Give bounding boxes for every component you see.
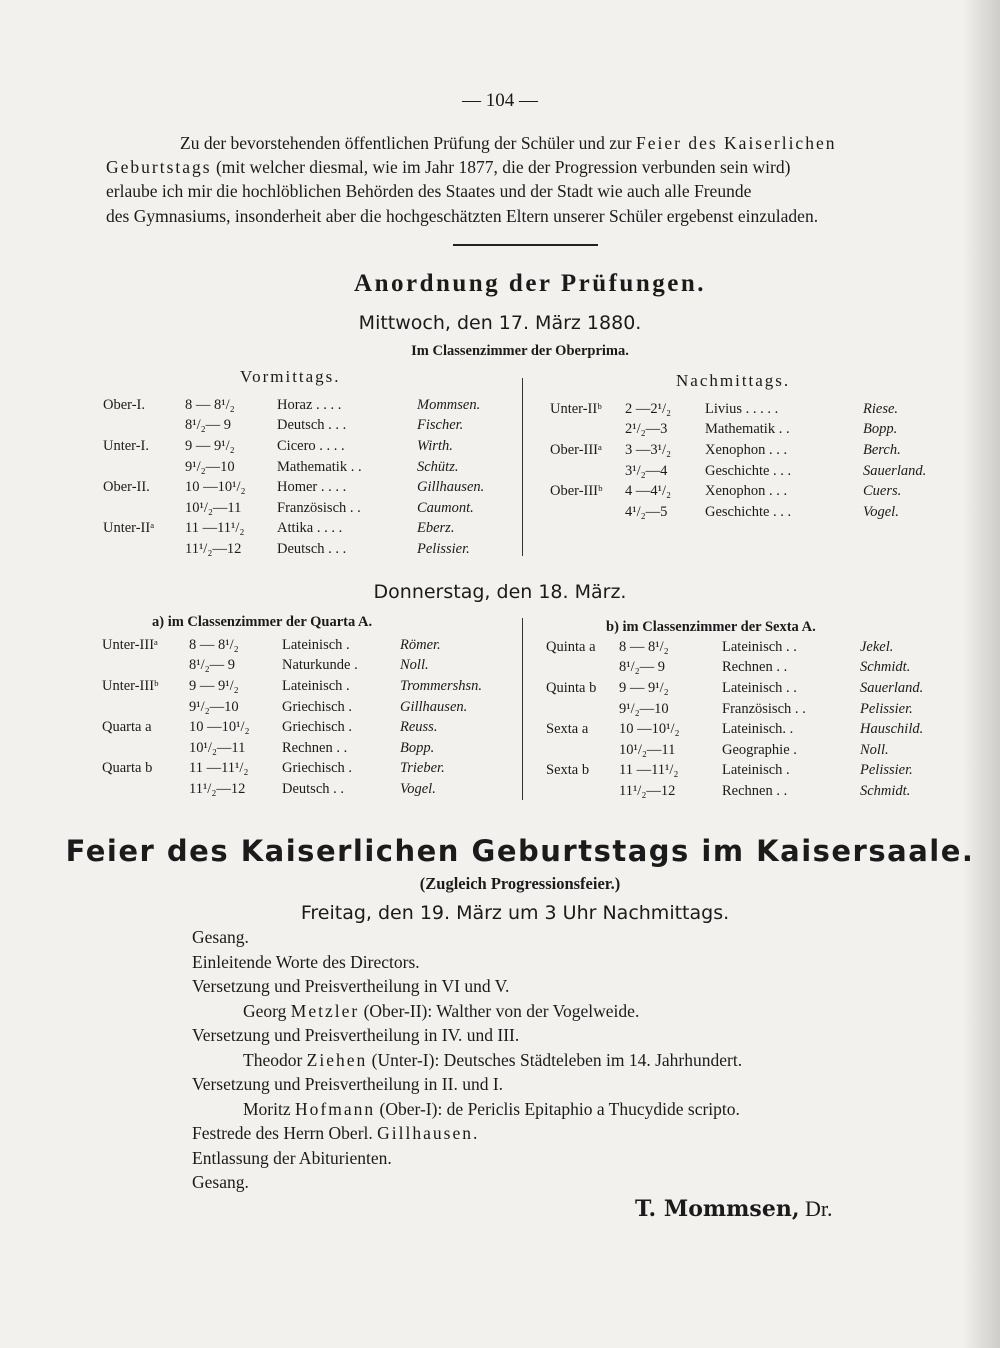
program-item-post: (Ober-I): de Periclis Epitaphio a Thucydide scripto. [375, 1099, 740, 1119]
sexta-cls [546, 699, 619, 720]
page-number: — 104 — [462, 90, 538, 111]
nachmittags-time: 3¹/₂—4 [625, 462, 668, 479]
sexta-teacher: Hauschild. [860, 721, 924, 738]
program-item [243, 1099, 740, 1120]
vormittags-label: Vormittags. [240, 367, 341, 386]
nachmittags-table [550, 399, 948, 523]
program-item-spaced: Ziehen [306, 1050, 368, 1070]
quarta-teacher: Vogel. [400, 780, 436, 797]
sexta-teacher: Sauerland. [860, 679, 924, 696]
sexta-subject: Französisch . . [722, 700, 806, 717]
sexta-subject: Rechnen . . [722, 659, 788, 676]
quarta-time: 10 —10¹/₂ [189, 719, 250, 736]
quarta-time: 10¹/₂—11 [189, 739, 246, 756]
nachmittags-row [550, 481, 948, 502]
nachmittags-subject: Geschichte . . . [705, 503, 792, 520]
day1-room: Im Classenzimmer der Oberprima. [411, 343, 629, 359]
program-item-pre: Georg [243, 1001, 291, 1021]
intro-line-3: erlaube ich mir die hochlöblichen Behörden des Staates und der Stadt wie auch alle Freunde [106, 181, 752, 201]
nachmittags-subject: Mathematik . . [705, 421, 790, 438]
day1-heading: Mittwoch, den 17. März 1880. [358, 312, 642, 334]
nachmittags-cls [550, 420, 625, 441]
program-item [192, 1172, 249, 1193]
vormittags-time: 9¹/₂—10 [185, 458, 235, 475]
sexta-cls [546, 781, 619, 802]
quarta-teacher: Bopp. [400, 739, 435, 756]
program-item-pre: Entlassung der Abiturienten. [192, 1148, 392, 1168]
signature-name: T. Mommsen, [635, 1196, 800, 1222]
sexta-row [546, 678, 950, 699]
quarta-subject: Lateinisch . [282, 636, 350, 653]
program-item-spaced: Metzler [290, 1001, 360, 1021]
exam-schedule-heading: Anordnung der Prüfungen. [354, 270, 706, 297]
quarta-teacher: Noll. [400, 657, 429, 674]
vormittags-subject: Deutsch . . . [277, 540, 347, 557]
signature [635, 1196, 832, 1222]
program-item [192, 1123, 479, 1144]
vormittags-time: 10 —10¹/₂ [185, 479, 246, 496]
quarta-cls: Quarta b [102, 760, 153, 777]
vormittags-cls [103, 539, 185, 560]
sexta-cls: Sexta b [546, 762, 590, 779]
nachmittags-teacher: Bopp. [863, 421, 898, 438]
vormittags-time: 11 —11¹/₂ [185, 520, 245, 537]
vormittags-row [103, 519, 527, 540]
sexta-heading: b) im Classenzimmer der Sexta A. [606, 619, 816, 635]
nachmittags-cls: Unter-IIᵇ [550, 400, 602, 417]
program-item [192, 976, 509, 997]
vormittags-teacher: Gillhausen. [417, 479, 485, 496]
quarta-subject: Naturkunde . [282, 657, 358, 674]
vormittags-teacher: Schütz. [417, 458, 459, 475]
program-item-spaced: Hofmann [295, 1099, 376, 1119]
quarta-teacher: Trommershsn. [400, 677, 483, 694]
sexta-teacher: Noll. [860, 741, 889, 758]
vormittags-row [103, 436, 527, 457]
quarta-cls: Quarta a [102, 719, 152, 736]
quarta-teacher: Römer. [400, 636, 441, 653]
feier-title: Feier des Kaiserlichen Geburtstags im Kaisersaale. [65, 834, 975, 868]
sexta-cls [546, 740, 619, 761]
vormittags-subject: Horaz . . . . [277, 396, 342, 413]
quarta-row [102, 676, 510, 697]
program-item-pre: Versetzung und Preisvertheilung in II. und I. [192, 1074, 504, 1094]
sexta-row [546, 740, 950, 761]
sexta-subject: Lateinisch . . [722, 638, 797, 655]
vormittags-cls: Unter-I. [103, 437, 150, 454]
quarta-subject: Griechisch . [282, 760, 353, 777]
vormittags-cls: Ober-I. [103, 396, 145, 413]
quarta-time: 8 — 8¹/₂ [189, 636, 239, 653]
sexta-teacher: Jekel. [860, 638, 894, 655]
vormittags-cls [103, 416, 185, 437]
separator-rule [453, 244, 598, 246]
quarta-time: 9¹/₂—10 [189, 698, 239, 715]
feier-date: Freitag, den 19. März um 3 Uhr Nachmittags. [300, 902, 730, 924]
program-item-post: (Unter-I): Deutsches Städteleben im 14. Jahrhundert. [367, 1050, 743, 1070]
vormittags-cls: Unter-IIᵃ [103, 520, 155, 537]
quarta-subject: Deutsch . . [282, 780, 345, 797]
quarta-cls [102, 697, 189, 718]
vormittags-time: 9 — 9¹/₂ [185, 437, 235, 454]
sexta-teacher: Pelissier. [860, 700, 913, 717]
quarta-row [102, 697, 510, 718]
vormittags-cls [103, 498, 185, 519]
vormittags-teacher: Eberz. [417, 520, 455, 537]
quarta-subject: Rechnen . . [282, 739, 348, 756]
sexta-row [546, 658, 950, 679]
quarta-time: 11¹/₂—12 [189, 780, 246, 797]
sexta-time: 10 —10¹/₂ [619, 721, 680, 738]
quarta-time: 11 —11¹/₂ [189, 760, 249, 777]
quarta-row [102, 656, 510, 677]
intro-line-2: Geburtstags (mit welcher diesmal, wie im Jahr 1877, die der Progression verbunden sein wird) [106, 157, 791, 177]
vormittags-subject: Cicero . . . . [277, 437, 345, 454]
nachmittags-time: 3 —3¹/₂ [625, 441, 672, 458]
quarta-row [102, 738, 510, 759]
program-item [243, 1050, 742, 1071]
sexta-teacher: Pelissier. [860, 762, 913, 779]
nachmittags-time: 2¹/₂—3 [625, 421, 668, 438]
sexta-row [546, 761, 950, 782]
program-item-pre: Versetzung und Preisvertheilung in IV. und III. [192, 1025, 520, 1045]
program-item [192, 952, 420, 973]
column-divider-2 [522, 618, 523, 800]
quarta-row [102, 635, 510, 656]
program-item [192, 927, 249, 948]
vormittags-teacher: Caumont. [417, 499, 474, 516]
quarta-subject: Griechisch . [282, 719, 353, 736]
sexta-time: 9 — 9¹/₂ [619, 679, 669, 696]
nachmittags-subject: Xenophon . . . [705, 483, 788, 500]
program-item [243, 1001, 639, 1022]
vormittags-subject: Französisch . . [277, 499, 361, 516]
sexta-cls: Quinta b [546, 679, 597, 696]
vormittags-time: 10¹/₂—11 [185, 499, 242, 516]
program-item [192, 1074, 503, 1095]
nachmittags-row [550, 440, 948, 461]
nachmittags-subject: Xenophon . . . [705, 441, 788, 458]
nachmittags-teacher: Berch. [863, 441, 901, 458]
quarta-subject: Lateinisch . [282, 677, 350, 694]
vormittags-row [103, 457, 527, 478]
quarta-row [102, 759, 510, 780]
vormittags-time: 8¹/₂— 9 [185, 417, 232, 434]
nachmittags-cls: Ober-IIIᵃ [550, 441, 602, 458]
nachmittags-teacher: Cuers. [863, 483, 902, 500]
sexta-teacher: Schmidt. [860, 659, 911, 676]
quarta-heading: a) im Classenzimmer der Quarta A. [152, 614, 373, 630]
program-item-post: (Ober-II): Walther von der Vogelweide. [359, 1001, 640, 1021]
program-item-pre: Einleitende Worte des Directors. [192, 952, 420, 972]
nachmittags-row [550, 399, 948, 420]
nachmittags-row [550, 461, 948, 482]
nachmittags-label: Nachmittags. [676, 371, 791, 390]
sexta-row [546, 719, 950, 740]
nachmittags-teacher: Sauerland. [863, 462, 927, 479]
quarta-table [102, 635, 510, 800]
program-item [192, 1148, 392, 1169]
feier-subtitle: (Zugleich Progressionsfeier.) [419, 874, 621, 893]
sexta-time: 11¹/₂—12 [619, 782, 676, 799]
vormittags-row [103, 539, 527, 560]
sexta-subject: Rechnen . . [722, 782, 788, 799]
sexta-cls: Sexta a [546, 721, 589, 738]
vormittags-row [103, 395, 527, 416]
sexta-row [546, 699, 950, 720]
sexta-row [546, 781, 950, 802]
sexta-cls: Quinta a [546, 638, 596, 655]
quarta-row [102, 717, 510, 738]
nachmittags-row [550, 420, 948, 441]
quarta-cls: Unter-IIIᵃ [102, 636, 159, 653]
program-item-spaced: Gillhausen. [377, 1123, 480, 1143]
nachmittags-subject: Geschichte . . . [705, 462, 792, 479]
program-item-pre: Versetzung und Preisvertheilung in VI und V. [192, 976, 510, 996]
sexta-time: 10¹/₂—11 [619, 741, 676, 758]
program-item-pre: Moritz [243, 1099, 296, 1119]
quarta-cls [102, 656, 189, 677]
program-item-pre: Gesang. [192, 927, 249, 947]
vormittags-row [103, 416, 527, 437]
nachmittags-cls: Ober-IIIᵇ [550, 483, 603, 500]
vormittags-subject: Mathematik . . [277, 458, 362, 475]
sexta-subject: Lateinisch . [722, 762, 790, 779]
nachmittags-time: 4¹/₂—5 [625, 503, 668, 520]
sexta-time: 8¹/₂— 9 [619, 659, 666, 676]
vormittags-time: 8 — 8¹/₂ [185, 396, 235, 413]
vormittags-teacher: Pelissier. [417, 540, 470, 557]
nachmittags-teacher: Vogel. [863, 503, 899, 520]
vormittags-row [103, 477, 527, 498]
signature-title: Dr. [804, 1196, 833, 1221]
quarta-cls [102, 738, 189, 759]
sexta-table [546, 637, 950, 802]
vormittags-teacher: Mommsen. [417, 396, 481, 413]
vormittags-teacher: Fischer. [417, 417, 464, 434]
quarta-time: 8¹/₂— 9 [189, 657, 236, 674]
vormittags-row [103, 498, 527, 519]
nachmittags-cls [550, 461, 625, 482]
page-edge-shadow [962, 0, 1000, 1348]
sexta-time: 11 —11¹/₂ [619, 762, 679, 779]
sexta-subject: Geographie . [722, 741, 797, 758]
nachmittags-time: 2 —2¹/₂ [625, 400, 672, 417]
vormittags-teacher: Wirth. [417, 437, 453, 454]
vormittags-table [103, 395, 527, 560]
quarta-teacher: Reuss. [400, 719, 438, 736]
vormittags-subject: Homer . . . . [277, 479, 347, 496]
quarta-cls: Unter-IIIᵇ [102, 677, 159, 694]
quarta-teacher: Trieber. [400, 760, 445, 777]
program-item-pre: Festrede des Herrn Oberl. [192, 1123, 378, 1143]
vormittags-subject: Deutsch . . . [277, 417, 347, 434]
nachmittags-row [550, 502, 948, 523]
sexta-row [546, 637, 950, 658]
intro-line-4: des Gymnasiums, insonderheit aber die hochgeschätzten Eltern unserer Schüler ergebenst einzuladen. [106, 206, 819, 226]
intro-line-1: Zu der bevorstehenden öffentlichen Prüfung der Schüler und zur Feier des Kaiserlichen [180, 133, 837, 153]
day2-heading: Donnerstag, den 18. März. [373, 581, 627, 603]
nachmittags-time: 4 —4¹/₂ [625, 483, 672, 500]
sexta-teacher: Schmidt. [860, 782, 911, 799]
nachmittags-cls [550, 502, 625, 523]
sexta-time: 8 — 8¹/₂ [619, 638, 669, 655]
quarta-subject: Griechisch . [282, 698, 353, 715]
nachmittags-teacher: Riese. [863, 400, 899, 417]
nachmittags-subject: Livius . . . . . [705, 400, 779, 417]
vormittags-cls: Ober-II. [103, 479, 150, 496]
quarta-time: 9 — 9¹/₂ [189, 677, 239, 694]
quarta-teacher: Gillhausen. [400, 698, 468, 715]
program-item [192, 1025, 519, 1046]
sexta-subject: Lateinisch. . [722, 721, 794, 738]
vormittags-subject: Attika . . . . [277, 520, 343, 537]
sexta-time: 9¹/₂—10 [619, 700, 669, 717]
quarta-row [102, 779, 510, 800]
program-item-pre: Gesang. [192, 1172, 249, 1192]
quarta-cls [102, 779, 189, 800]
program-item-pre: Theodor [243, 1050, 307, 1070]
sexta-subject: Lateinisch . . [722, 679, 797, 696]
sexta-cls [546, 658, 619, 679]
vormittags-cls [103, 457, 185, 478]
vormittags-time: 11¹/₂—12 [185, 540, 242, 557]
